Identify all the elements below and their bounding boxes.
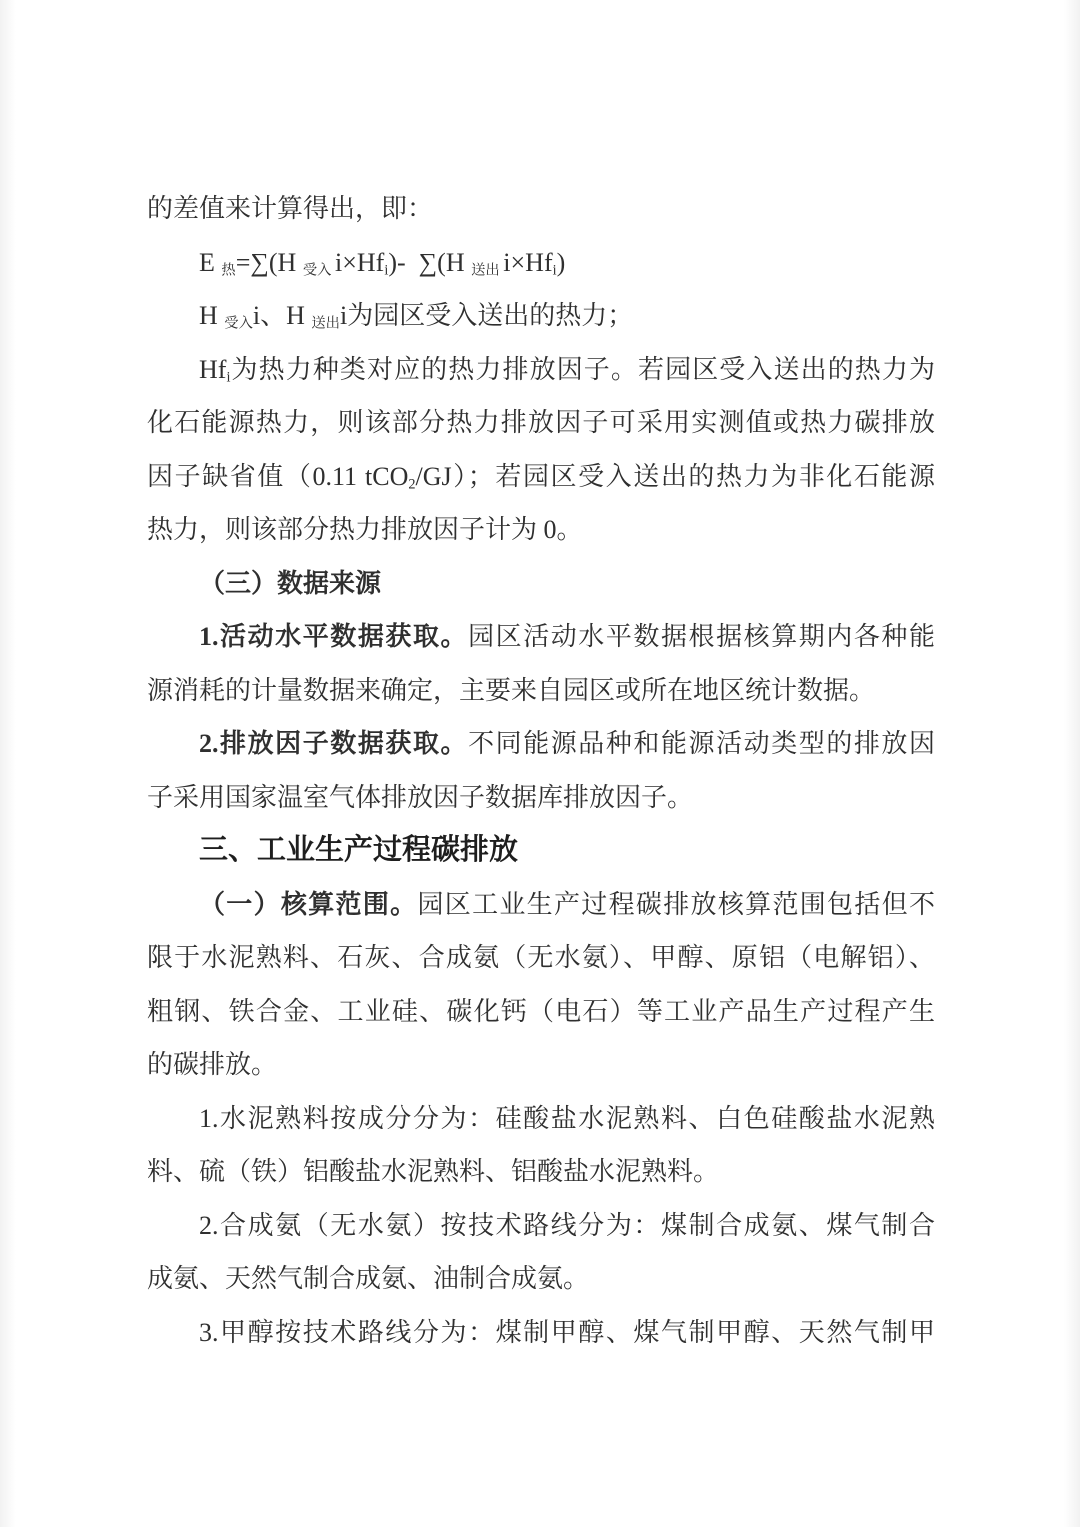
text-line (147, 557, 935, 611)
text-line (147, 1306, 935, 1360)
text-segment: =∑(H (235, 247, 303, 277)
subscript-text: 送出 (471, 262, 504, 279)
text-line (147, 182, 935, 236)
text-line (147, 1038, 935, 1092)
bold-lead-text: 1.活动水平数据获取。 (199, 622, 469, 651)
text-line (147, 985, 935, 1039)
text-line (147, 664, 935, 718)
bold-lead-text: 2.排放因子数据获取。 (199, 729, 469, 758)
text-segment: i×Hf (335, 247, 385, 277)
text-segment: /GJ）；若园区受入送出的热力为非化石能源 (415, 461, 935, 491)
text-segment: 3.甲醇按技术路线分为：煤制甲醇、煤气制甲醇、天然气制甲 (199, 1317, 935, 1347)
text-segment: 园区工业生产过程碳排放核算范围包括但不 (417, 889, 935, 919)
text-line (147, 343, 935, 397)
text-segment: 不同能源品种和能源活动类型的排放因 (468, 729, 935, 758)
text-line (147, 1252, 935, 1306)
text-segment: 2.合成氨（无水氨）按技术路线分为：煤制合成氨、煤气制合 (199, 1210, 935, 1240)
text-segment: H (199, 301, 225, 330)
text-segment: Hf (199, 354, 227, 384)
subscript-text: 热 (221, 262, 236, 279)
text-line (147, 450, 935, 504)
text-segment: 为热力种类对应的热力排放因子。若园区受入送出的热力为 (230, 354, 935, 384)
text-segment: 料、硫（铁）铝酸盐水泥熟料、铝酸盐水泥熟料。 (147, 1157, 720, 1186)
subscript-text: 受入 (224, 315, 253, 332)
text-segment: ) (556, 247, 566, 277)
text-segment: 园区活动水平数据根据核算期内各种能 (468, 622, 935, 651)
text-segment: i为园区受入送出的热力； (339, 301, 634, 330)
text-segment: 粗钢、铁合金、工业硅、碳化钙（电石）等工业产品生产过程产生 (147, 996, 935, 1026)
text-line (147, 878, 935, 932)
section-heading-text: 三、工业生产过程碳排放 (199, 834, 519, 866)
text-line (147, 236, 935, 290)
text-segment: E (199, 247, 222, 277)
subscript-text: 2 (408, 476, 416, 493)
subscript-text: i (226, 369, 231, 386)
text-segment: 成氨、天然气制合成氨、油制合成氨。 (147, 1264, 590, 1293)
document-body (147, 182, 935, 1359)
subscript-text: i (552, 262, 557, 279)
text-segment: 的差值来计算得出，即： (147, 194, 434, 223)
text-segment: 化石能源热力，则该部分热力排放因子可采用实测值或热力碳排放 (147, 408, 935, 437)
text-segment: i、H (252, 301, 312, 330)
text-line (147, 289, 935, 343)
text-segment: 源消耗的计量数据来确定，主要来自园区或所在地区统计数据。 (147, 675, 876, 705)
text-segment: 1.水泥熟料按成分分为：硅酸盐水泥熟料、白色硅酸盐水泥熟 (199, 1103, 935, 1133)
text-line (147, 1199, 935, 1253)
text-line (147, 931, 935, 985)
text-segment: i×Hf (503, 247, 553, 277)
text-segment: 的碳排放。 (147, 1050, 278, 1079)
text-line (147, 610, 935, 664)
text-line (147, 771, 935, 825)
bold-lead-text: （一）核算范围。 (199, 889, 418, 919)
bold-lead-text: （三）数据来源 (199, 568, 382, 598)
subscript-text: 送出 (311, 315, 340, 332)
text-line (147, 717, 935, 771)
text-line (147, 1145, 935, 1199)
subscript-text: i (384, 262, 389, 279)
text-line (147, 824, 935, 878)
text-line (147, 1092, 935, 1146)
text-segment: 因子缺省值（0.11 tCO (147, 461, 409, 491)
text-line (147, 503, 935, 557)
text-segment: 热力，则该部分热力排放因子计为 0。 (147, 515, 583, 544)
text-segment: 限于水泥熟料、石灰、合成氨（无水氨）、甲醇、原铝（电解铝）、 (147, 943, 935, 972)
text-segment: )- ∑(H (388, 247, 472, 277)
text-segment: 子采用国家温室气体排放因子数据库排放因子。 (147, 782, 694, 812)
subscript-text: 受入 (302, 262, 335, 279)
text-line (147, 396, 935, 450)
